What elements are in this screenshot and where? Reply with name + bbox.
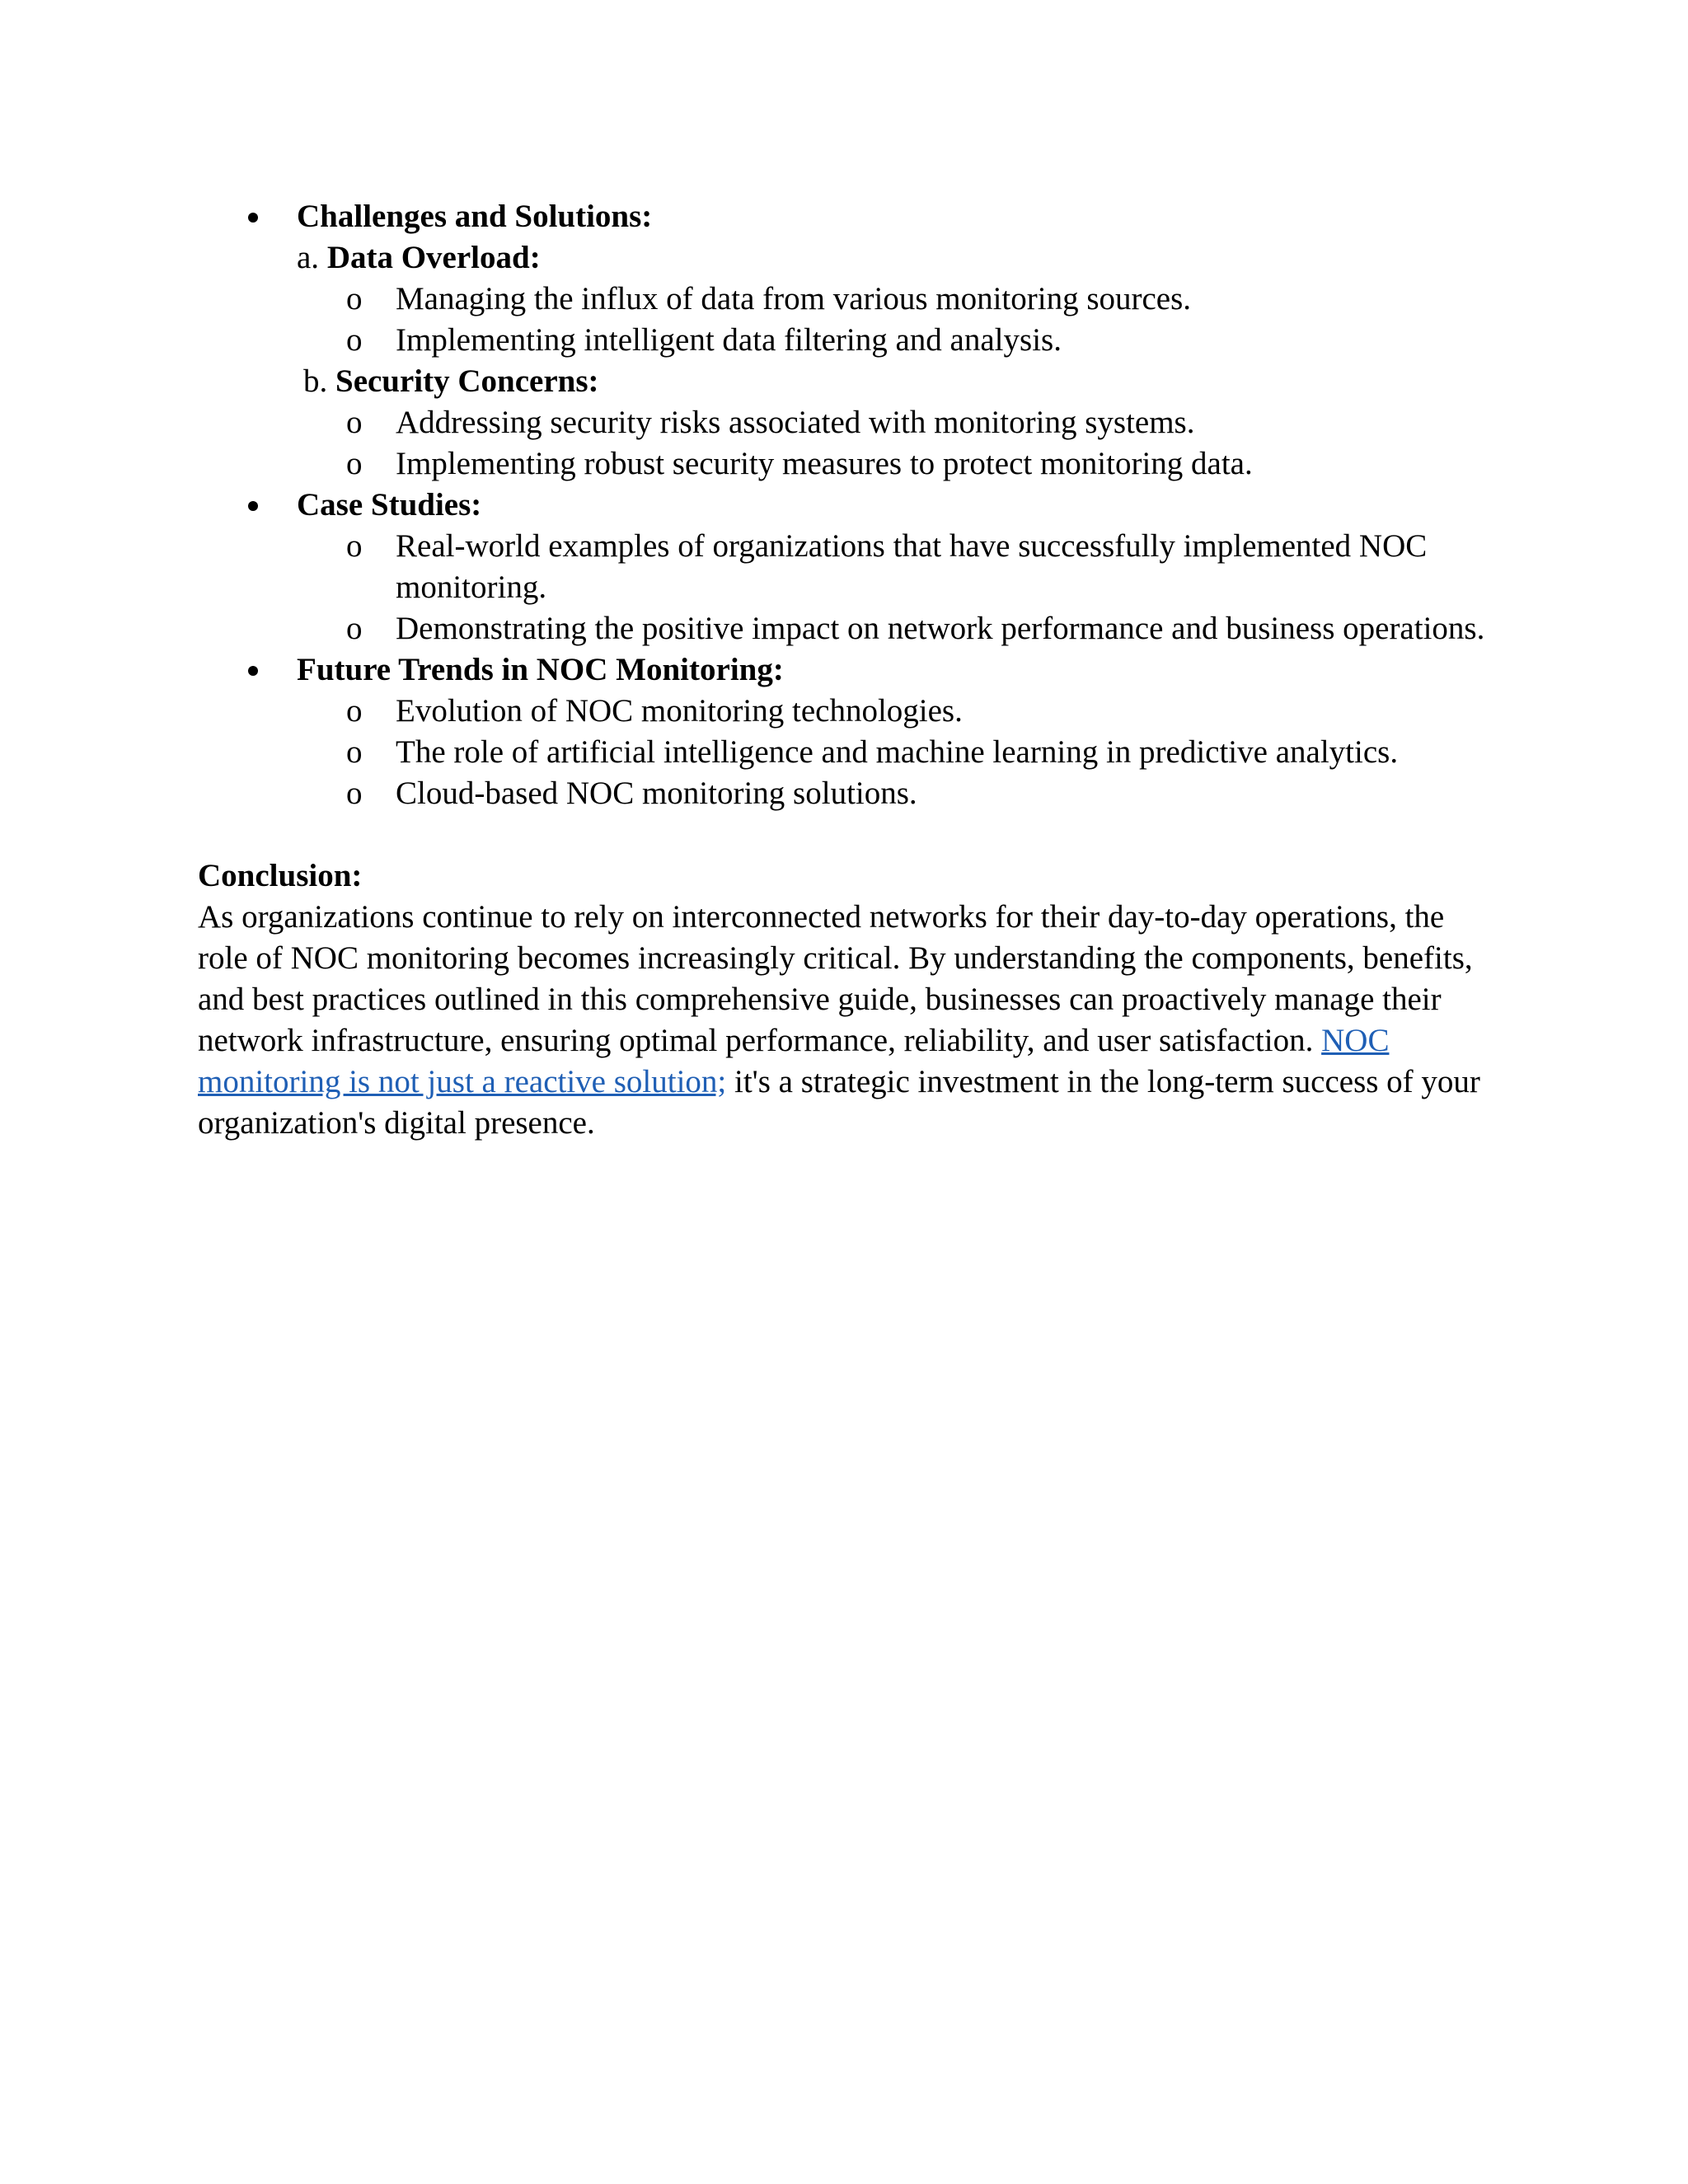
- sub-heading-data-overload: [198, 237, 1500, 279]
- sub-prefix-b: b.: [303, 363, 328, 399]
- future-trends-list: [198, 691, 1500, 814]
- list-item: [198, 773, 1500, 814]
- data-overload-heading: Data Overload:: [326, 240, 541, 275]
- case-studies-heading: Case Studies:: [297, 487, 482, 523]
- list-item: [198, 443, 1500, 485]
- circle-marker: o: [346, 776, 363, 811]
- bullet-challenges: [198, 196, 1500, 237]
- bullet-future-trends: [198, 649, 1500, 691]
- list-item-text: Cloud-based NOC monitoring solutions.: [396, 776, 917, 811]
- list-item: [198, 279, 1500, 320]
- case-studies-list: [198, 526, 1500, 649]
- bullet-dot: [248, 501, 258, 511]
- conclusion-heading: Conclusion:: [198, 858, 363, 893]
- bullet-dot: [248, 213, 258, 223]
- list-item-text: Managing the influx of data from various monitoring sources.: [396, 281, 1192, 316]
- list-item-text: Evolution of NOC monitoring technologies.: [396, 693, 963, 729]
- circle-marker: o: [346, 611, 363, 646]
- list-item: [198, 526, 1500, 608]
- list-item: [198, 402, 1500, 443]
- list-item: [198, 732, 1500, 773]
- future-trends-heading: Future Trends in NOC Monitoring:: [297, 652, 784, 687]
- bullet-dot: [248, 666, 258, 676]
- list-item-text: The role of artificial intelligence and machine learning in predictive analytics.: [396, 734, 1399, 770]
- sub-heading-security-concerns: [198, 361, 1500, 402]
- conclusion-paragraph: [198, 897, 1500, 1144]
- security-concerns-heading: Security Concerns:: [335, 363, 599, 399]
- list-item: [198, 320, 1500, 361]
- list-item-text: Real-world examples of organizations that have successfully implemented NOC monitoring.: [396, 528, 1428, 605]
- section-spacer: [198, 814, 1500, 855]
- challenges-heading: Challenges and Solutions:: [297, 199, 653, 234]
- bullet-case-studies: [198, 485, 1500, 526]
- circle-marker: o: [346, 322, 363, 358]
- circle-marker: o: [346, 446, 363, 481]
- list-item: [198, 608, 1500, 649]
- circle-marker: o: [346, 693, 363, 729]
- conclusion-link[interactable]: NOC monitoring is not just a reactive solution;: [198, 1023, 1390, 1099]
- list-item-text: Implementing robust security measures to protect monitoring data.: [396, 446, 1253, 481]
- data-overload-list: [198, 279, 1500, 361]
- circle-marker: o: [346, 405, 363, 440]
- list-item-text: Addressing security risks associated with monitoring systems.: [396, 405, 1195, 440]
- conclusion-text-before: As organizations continue to rely on interconnected networks for their day-to-day operations, the role of NOC monitoring becomes increasingly critical. By understanding the components, benefits, and best practices outlined in this comprehensive guide, businesses can proactively manage their network infrastructure, ensuring optimal performance, reliability, and user satisfaction.: [198, 899, 1473, 1058]
- list-item-text: Demonstrating the positive impact on network performance and business operations.: [396, 611, 1485, 646]
- security-concerns-list: [198, 402, 1500, 485]
- circle-marker: o: [346, 281, 363, 316]
- list-item-text: Implementing intelligent data filtering and analysis.: [396, 322, 1062, 358]
- sub-prefix-a: a.: [297, 240, 320, 275]
- circle-marker: o: [346, 528, 363, 564]
- document-content: [198, 196, 1500, 1144]
- conclusion-text-after: it's a strategic investment in the long-term success of your organization's digital presence.: [198, 1064, 1480, 1141]
- circle-marker: o: [346, 734, 363, 770]
- list-item: [198, 691, 1500, 732]
